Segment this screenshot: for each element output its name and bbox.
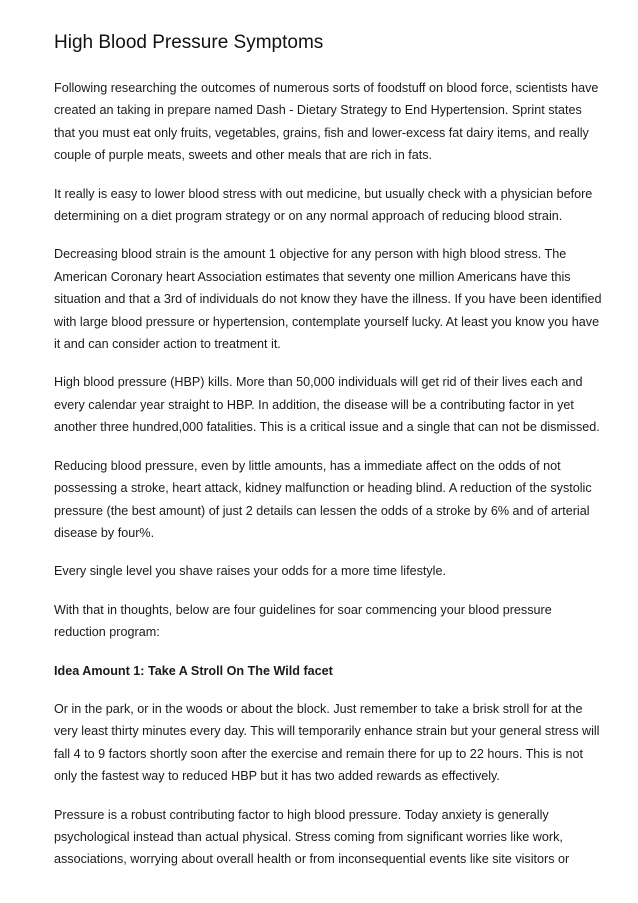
paragraph-decreasing-strain: Decreasing blood strain is the amount 1 objective for any person with high blood stress. The American Coronary heart Association estimates that seventy one million Americans have this situation and that a 3rd of individuals do not know they have the illness. If you have been identified with large blood pressure or hypertension, contemplate yourself lucky. At least you know you have it and can consider action to treatment it.	[54, 247, 602, 352]
paragraph-reducing-pressure: Reducing blood pressure, even by little amounts, has a immediate affect on the odds of not possessing a stroke, heart attack, kidney malfunction or heading blind. A reduction of the systolic pressure (the best amount) of just 2 details can lessen the odds of a stroke by 6% and of arterial disease by four%.	[54, 458, 592, 540]
paragraph-guidelines-intro: With that in thoughts, below are four guidelines for soar commencing your blood pressure reduction program:	[54, 602, 552, 640]
paragraph-hbp-kills: High blood pressure (HBP) kills. More than 50,000 individuals will get rid of their lives each and every calendar year straight to HBP. In addition, the disease will be a contributing factor in yet another three hundred,000 fatalities. This is a critical issue and a single that can not be dismissed.	[54, 375, 600, 435]
paragraph-dash-diet: Following researching the outcomes of numerous sorts of foodstuff on blood force, scientists have created an taking in prepare named Dash - Dietary Strategy to End Hypertension. Sprint states that you must eat only fruits, vegetables, grains, fish and lower-excess fat dairy items, and really couple of purple meats, sweets and other meals that are rich in fats.	[54, 81, 599, 163]
document-title: High Blood Pressure Symptoms	[54, 32, 324, 53]
paragraph-every-level: Every single level you shave raises your odds for a more time lifestyle.	[54, 564, 446, 579]
paragraph-lower-without-medicine: It really is easy to lower blood stress with out medicine, but usually check with a physician before determining on a diet program strategy or on any normal approach of reducing blood strain.	[54, 186, 593, 224]
paragraph-pressure-anxiety: Pressure is a robust contributing factor to high blood pressure. Today anxiety is generally psychological instead than actual physical. Stress coming from significant worries like work, associations, worrying about overall health or from inconsequential events like site visitors or	[54, 807, 570, 867]
section-heading-idea-1: Idea Amount 1: Take A Stroll On The Wild facet	[54, 663, 333, 678]
paragraph-brisk-stroll: Or in the park, or in the woods or about the block. Just remember to take a brisk stroll for at the very least thirty minutes every day. This will temporarily enhance strain but your general stress will fall 4 to 9 factors shortly soon after the exercise and remain there for up to 22 hours. This is not only the fastest way to reduced HBP but it has two added rewards as effectively.	[54, 701, 600, 784]
